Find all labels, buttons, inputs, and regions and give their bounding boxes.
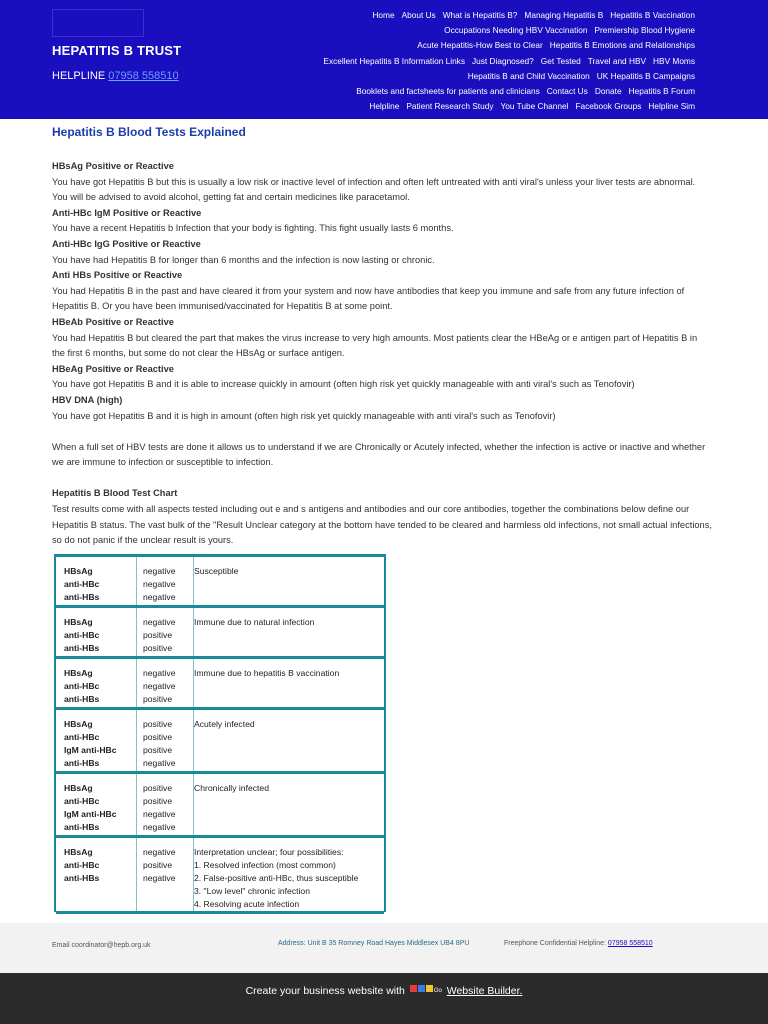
chart-cell-line: anti-HBc xyxy=(64,681,100,691)
chart-cell-tests xyxy=(64,557,134,605)
nav-row xyxy=(265,54,695,69)
chart-cell-line: positive xyxy=(143,630,173,640)
chart-cell-line: negative xyxy=(143,579,176,589)
nav-item[interactable]: Get Tested xyxy=(540,55,581,66)
section-heading: HBeAb Positive or Reactive xyxy=(52,316,174,327)
chart-cell-interpretation xyxy=(188,838,384,911)
chart-cell-line: negative xyxy=(143,592,176,602)
chart-cell-results xyxy=(136,838,194,911)
chart-row xyxy=(56,774,384,838)
chart-cell-tests xyxy=(64,774,134,835)
section-text: You have a recent Hepatitis b Infection that your body is fighting. This fight usually lasts 6 months. xyxy=(52,223,454,234)
section-heading: HBsAg Positive or Reactive xyxy=(52,161,174,171)
section-text: You had Hepatitis B in the past and have cleared it from your system and now have antibodies that keep you immune and safe from any future infection of Hepatitis B. Or you have been immunised/vaccinated for Hepatitis B at some point. xyxy=(52,285,685,312)
chart-cell-results xyxy=(136,710,194,771)
nav-item[interactable]: You Tube Channel xyxy=(500,101,569,112)
chart-cell-line: 2. False-positive anti-HBc, thus susceptible xyxy=(194,873,359,883)
chart-cell-line: Interpretation unclear; four possibilities: xyxy=(194,847,344,857)
helpline-phone-link[interactable]: 07958 558510 xyxy=(108,70,179,82)
section-heading: HBV DNA (high) xyxy=(52,394,123,405)
main-nav xyxy=(265,8,695,114)
chart-cell-line: negative xyxy=(143,809,176,819)
nav-row xyxy=(265,99,695,114)
chart-cell-line: anti-HBs xyxy=(64,873,100,883)
chart-cell-line: 4. Resolving acute infection xyxy=(194,899,300,909)
chart-cell-line: positive xyxy=(143,745,173,755)
chart-cell-line: IgM anti-HBc xyxy=(64,745,117,755)
nav-item[interactable]: Contact Us xyxy=(546,86,588,97)
section-text: You have got Hepatitis B but this is usually a low risk or inactive level of infection and often left untreated with anti viral's unless your liver tests are abnormal. You will be advised to avoid alcohol, getting fat and certain medicines like paracetamol. xyxy=(52,176,696,203)
footer xyxy=(0,923,768,973)
nav-item[interactable]: About Us xyxy=(401,10,436,20)
chart-cell-line: anti-HBc xyxy=(64,579,100,589)
chart-cell-line: positive xyxy=(143,783,173,793)
nav-item[interactable]: Booklets and factsheets for patients and clinicians xyxy=(356,86,540,97)
section-heading: Anti HBs Positive or Reactive xyxy=(52,270,183,281)
chart-cell-line: Immune due to natural infection xyxy=(194,617,315,627)
chart-cell-interpretation xyxy=(188,710,384,771)
section-heading: Anti-HBc IgG Positive or Reactive xyxy=(52,238,201,249)
nav-item[interactable]: Premiership Blood Hygiene xyxy=(594,25,695,36)
footer-address: Address: Unit B 35 Romney Road Hayes Middlesex UB4 8PU xyxy=(278,940,470,947)
nav-item[interactable]: HBV Moms xyxy=(653,55,695,66)
chart-cell-line: Immune due to hepatitis B vaccination xyxy=(194,668,340,678)
chart-cell-line: positive xyxy=(143,643,173,653)
chart-cell-line: HBsAg xyxy=(64,566,93,576)
chart-cell-line: IgM anti-HBc xyxy=(64,809,117,819)
chart-cell-line: Acutely infected xyxy=(194,719,255,729)
chart-cell-line: positive xyxy=(143,796,173,806)
chart-cell-results xyxy=(136,659,194,707)
nav-item[interactable]: Acute Hepatitis-How Best to Clear xyxy=(417,40,543,51)
freephone-link[interactable]: 07958 558510 xyxy=(607,940,653,947)
chart-cell-line: positive xyxy=(143,694,173,704)
chart-heading: Hepatitis B Blood Test Chart xyxy=(52,488,178,499)
freephone-label: Freephone Confidential Helpline: xyxy=(504,940,606,947)
section-text: You have got Hepatitis B and it is able to increase quickly in amount (often high risk yet quickly manageable with anti viral's such as Tenofovir) xyxy=(52,379,635,390)
website-builder-link[interactable]: Website Builder. xyxy=(446,985,523,997)
chart-cell-line: negative xyxy=(143,681,176,691)
footer-email[interactable]: Email coordinator@hepb.org.uk xyxy=(52,942,151,949)
nav-item[interactable]: Excellent Hepatitis B Information Links xyxy=(323,55,465,66)
chart-cell-interpretation xyxy=(188,659,384,707)
chart-cell-line: anti-HBs xyxy=(64,822,100,832)
chart-cell-line: 3. "Low level" chronic infection xyxy=(194,886,310,896)
chart-cell-line: HBsAg xyxy=(64,783,93,793)
test-explanations xyxy=(52,159,712,424)
nav-item[interactable]: Hepatitis B Vaccination xyxy=(610,10,695,20)
section-text: You had Hepatitis B but cleared the part that makes the virus increase to very high amounts. Most patients clear the HBeAg or e antigen part of Hepatitis B in the first 6 months, but some do not clear the HBsAg or surface antigen. xyxy=(52,332,698,359)
chart-cell-results xyxy=(136,608,194,656)
nav-row xyxy=(265,84,695,99)
blood-test-chart xyxy=(54,554,386,912)
nav-item[interactable]: Hepatitis B and Child Vaccination xyxy=(467,70,590,81)
chart-cell-results xyxy=(136,774,194,835)
nav-item[interactable]: Travel and HBV xyxy=(587,55,647,66)
nav-item[interactable]: Helpline xyxy=(369,101,400,112)
section-heading: Anti-HBc IgM Positive or Reactive xyxy=(52,207,202,218)
chart-row xyxy=(56,838,384,914)
chart-cell-line: HBsAg xyxy=(64,847,93,857)
chart-cell-line: anti-HBc xyxy=(64,796,100,806)
chart-cell-interpretation xyxy=(188,608,384,656)
footer-freephone xyxy=(504,940,653,947)
helpline xyxy=(52,70,179,82)
chart-row xyxy=(56,557,384,608)
chart-cell-line: HBsAg xyxy=(64,617,93,627)
nav-item[interactable]: UK Hepatitis B Campaigns xyxy=(596,70,695,81)
section-text: You have had Hepatitis B for longer than 6 months and the infection is now lasting or chronic. xyxy=(52,254,435,265)
nav-item[interactable]: Hepatitis B Emotions and Relationships xyxy=(549,40,695,51)
chart-cell-line: anti-HBc xyxy=(64,732,100,742)
nav-item[interactable]: Home xyxy=(372,10,395,20)
chart-cell-line: negative xyxy=(143,847,176,857)
builder-logo-icon: Go xyxy=(410,973,442,1009)
chart-cell-line: HBsAg xyxy=(64,719,93,729)
chart-row xyxy=(56,659,384,710)
chart-cell-line: negative xyxy=(143,758,176,768)
chart-cell-line: positive xyxy=(143,719,173,729)
chart-cell-tests xyxy=(64,838,134,911)
chart-cell-line: negative xyxy=(143,668,176,678)
nav-item[interactable]: Facebook Groups xyxy=(575,101,642,112)
chart-cell-line: anti-HBc xyxy=(64,630,100,640)
chart-cell-tests xyxy=(64,710,134,771)
chart-cell-line: anti-HBs xyxy=(64,592,100,602)
nav-row xyxy=(265,23,695,38)
nav-item[interactable]: Donate xyxy=(594,86,622,97)
builder-prefix: Create your business website with xyxy=(245,985,405,997)
chart-cell-line: Chronically infected xyxy=(194,783,269,793)
section-heading: HBeAg Positive or Reactive xyxy=(52,363,174,374)
chart-cell-line: HBsAg xyxy=(64,668,93,678)
nav-item[interactable]: Occupations Needing HBV Vaccination xyxy=(444,25,588,36)
chart-cell-line: negative xyxy=(143,822,176,832)
chart-cell-line: negative xyxy=(143,873,176,883)
nav-item[interactable]: Patient Research Study xyxy=(406,101,494,112)
builder-bar xyxy=(0,973,768,1024)
chart-cell-interpretation xyxy=(188,774,384,835)
article-body xyxy=(52,159,712,549)
site-title[interactable]: HEPATITIS B TRUST xyxy=(52,43,182,58)
chart-cell-line: anti-HBs xyxy=(64,694,100,704)
chart-cell-tests xyxy=(64,659,134,707)
chart-cell-line: negative xyxy=(143,617,176,627)
nav-row xyxy=(265,8,695,23)
nav-row xyxy=(265,69,695,84)
nav-item[interactable]: Just Diagnosed? xyxy=(471,55,534,66)
page-title: Hepatitis B Blood Tests Explained xyxy=(52,125,246,139)
chart-intro: Test results come with all aspects tested including out e and s antigens and antibodies and our core antibodies, together the combinations below define our Hepatitis B status. The vast bulk of the "Result Unclear category at the bottom have tended to be cleared and harmless old infections, not small actual infections, so do not panic if the unclear result is yours. xyxy=(52,504,712,546)
summary-paragraph: When a full set of HBV tests are done it allows us to understand if we are Chronically or Acutely infected, whether the infection is active or inactive and whether we are immune to infection or susceptible to infection. xyxy=(52,441,706,468)
chart-cell-line: 1. Resolved infection (most common) xyxy=(194,860,336,870)
nav-item[interactable]: Managing Hepatitis B xyxy=(524,10,604,20)
chart-row xyxy=(56,608,384,659)
helpline-label: HELPLINE xyxy=(52,70,106,82)
chart-cell-line: anti-HBc xyxy=(64,860,100,870)
chart-cell-line: negative xyxy=(143,566,176,576)
section-text: You have got Hepatitis B and it is high in amount (often high risk yet quickly manageable with anti viral's such as Tenofovir) xyxy=(52,410,556,421)
chart-cell-results xyxy=(136,557,194,605)
chart-cell-line: anti-HBs xyxy=(64,758,100,768)
chart-cell-line: anti-HBs xyxy=(64,643,100,653)
chart-cell-line: Susceptible xyxy=(194,566,239,576)
site-header xyxy=(0,0,768,119)
nav-item[interactable]: What is Hepatitis B? xyxy=(442,10,518,20)
nav-item[interactable]: Hepatitis B Forum xyxy=(628,86,695,97)
chart-row xyxy=(56,710,384,774)
chart-cell-line: positive xyxy=(143,860,173,870)
chart-cell-interpretation xyxy=(188,557,384,605)
chart-cell-tests xyxy=(64,608,134,656)
nav-row xyxy=(265,38,695,53)
chart-cell-line: positive xyxy=(143,732,173,742)
logo[interactable] xyxy=(52,9,144,37)
nav-item[interactable]: Helpline Sim xyxy=(648,101,695,112)
main-content xyxy=(52,125,712,549)
